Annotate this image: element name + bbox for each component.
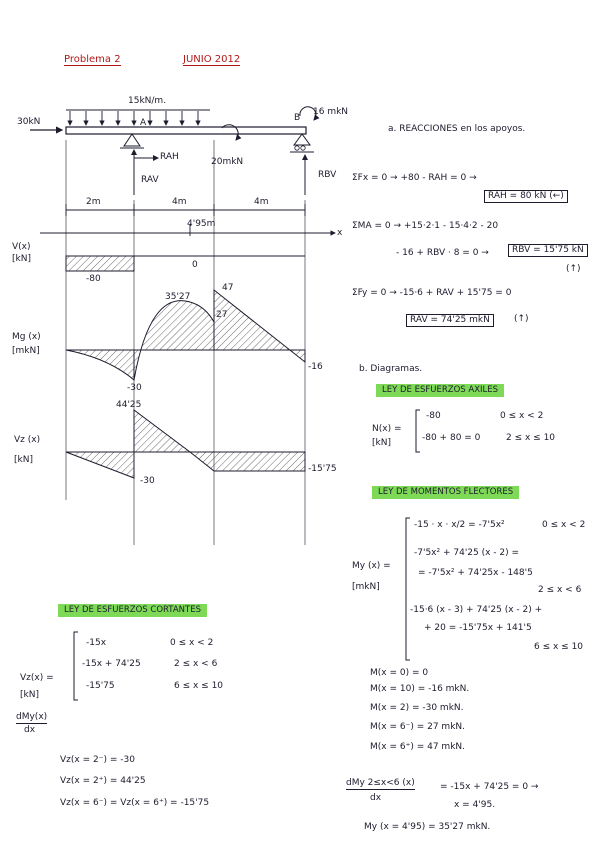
shear-ylabel: Vz (x): [14, 435, 41, 445]
moment-deriv-num: dMy 2≤x<6 (x): [346, 778, 415, 788]
load-left-label: 30kN: [17, 117, 41, 127]
section-a-title: a. REACCIONES en los apoyos.: [388, 124, 526, 134]
moment-law-r3-eq2: + 20 = -15'75x + 141'5: [424, 623, 532, 633]
label-rav: RAV: [141, 175, 159, 185]
shear-diagram: [66, 410, 305, 478]
shear-value-neg30: -30: [140, 476, 155, 486]
eq2-dir: (↑): [566, 264, 581, 274]
moment-law-r2-dom: 2 ≤ x < 6: [538, 585, 582, 595]
axial-law-r2-eq: -80 + 80 = 0: [422, 433, 481, 443]
eq3-result: RAV = 74'25 mkN: [406, 314, 494, 327]
moment-value-max: 35'27: [165, 292, 191, 302]
axial-ylabel: V(x): [12, 242, 31, 252]
eq3-dir: (↑): [514, 314, 529, 324]
eq2: ΣMA = 0 → +15·2·1 - 15·4·2 - 20: [352, 221, 499, 231]
moment-value-27: 27: [216, 310, 228, 320]
moment-law-r3-dom: 6 ≤ x ≤ 10: [534, 642, 584, 652]
moment-value-47: 47: [222, 283, 234, 293]
shear-law-r1-dom: 0 ≤ x < 2: [170, 638, 214, 648]
axial-law-r1-eq: -80: [426, 411, 441, 421]
problem-date: JUNIO 2012: [183, 54, 241, 65]
moment-deriv-den: dx: [370, 793, 382, 803]
moment-law-title: LEY DE MOMENTOS FLECTORES: [372, 486, 519, 499]
shear-eval-1: Vz(x = 2⁻) = -30: [60, 755, 135, 765]
moment-deriv-eq: = -15x + 74'25 = 0 →: [440, 782, 539, 792]
eq2b: - 16 + RBV · 8 = 0 →: [396, 248, 489, 258]
shear-law-unit: [kN]: [20, 690, 39, 700]
shear-law-lhs: Vz(x) =: [20, 673, 54, 683]
shear-law-deriv-den: dx: [24, 725, 36, 735]
moment-deriv-x: x = 4'95.: [454, 800, 496, 810]
axial-value-2: 0: [192, 260, 198, 270]
moment-val-2: M(x = 10) = -16 mkN.: [370, 684, 470, 694]
problem-title: Problema 2: [64, 54, 121, 65]
moment-right-label: 16 mkN: [313, 107, 349, 117]
axial-law-r1-dom: 0 ≤ x < 2: [500, 411, 544, 421]
shear-law-deriv-num: dMy(x): [16, 712, 48, 722]
eq2-result: RBV = 15'75 kN: [508, 244, 588, 257]
dim-2: 4m: [172, 197, 187, 207]
axis-x-label: x: [337, 228, 343, 238]
shear-eval-2: Vz(x = 2⁺) = 44'25: [60, 776, 146, 786]
moment-law-lhs: My (x) =: [352, 561, 391, 571]
shear-value-end: -15'75: [308, 464, 337, 474]
shear-value-max: 44'25: [116, 400, 142, 410]
axial-law-title: LEY DE ESFUERZOS AXILES: [376, 384, 504, 397]
shear-eval-3: Vz(x = 6⁻) = Vz(x = 6⁺) = -15'75: [60, 798, 210, 808]
axial-unit: [kN]: [12, 254, 31, 264]
shear-law-title: LEY DE ESFUERZOS CORTANTES: [58, 604, 207, 617]
moment-val-5: M(x = 6⁺) = 47 mkN.: [370, 742, 466, 752]
shear-law-r3-dom: 6 ≤ x ≤ 10: [174, 681, 224, 691]
eq1-result: RAH = 80 kN (←): [484, 190, 568, 203]
label-a: A: [140, 118, 147, 128]
moment-val-1: M(x = 0) = 0: [370, 668, 429, 678]
section-b-title: b. Diagramas.: [359, 364, 423, 374]
label-rah: RAH: [160, 152, 179, 162]
moment-val-3: M(x = 2) = -30 mkN.: [370, 703, 464, 713]
shear-law-r2-dom: 2 ≤ x < 6: [174, 659, 218, 669]
shear-unit: [kN]: [14, 455, 33, 465]
moment-value-neg30: -30: [127, 383, 142, 393]
label-b: B: [294, 113, 301, 123]
moment-law-r1-dom: 0 ≤ x < 2: [542, 520, 586, 530]
axial-law-lhs: N(x) =: [372, 424, 402, 434]
moment-value-neg16: -16: [308, 362, 323, 372]
moment-law-r1-eq: -15 · x · x/2 = -7'5x²: [414, 520, 505, 530]
dist-load-label: 15kN/m.: [128, 96, 167, 106]
label-rbv: RBV: [318, 170, 337, 180]
moment-max: My (x = 4'95) = 35'27 mkN.: [364, 822, 491, 832]
moment-law-unit: [mkN]: [352, 582, 380, 592]
axial-law-unit: [kN]: [372, 438, 391, 448]
moment-val-4: M(x = 6⁻) = 27 mkN.: [370, 722, 466, 732]
moment-mid-label: 20mkN: [211, 157, 244, 167]
shear-law-r2-eq: -15x + 74'25: [82, 659, 141, 669]
eq3: ΣFy = 0 → -15·6 + RAV + 15'75 = 0: [352, 288, 512, 298]
shear-law-r1-eq: -15x: [86, 638, 107, 648]
eq1: ΣFx = 0 → +80 - RAH = 0 →: [352, 173, 477, 183]
moment-law-r2-eq: -7'5x² + 74'25 (x - 2) =: [414, 548, 520, 558]
dim-1: 2m: [86, 197, 101, 207]
axial-law-r2-dom: 2 ≤ x ≤ 10: [506, 433, 556, 443]
dim-x: 4'95m: [187, 219, 216, 229]
moment-law-r2-eq2: = -7'5x² + 74'25x - 148'5: [418, 568, 533, 578]
shear-law-r3-eq: -15'75: [86, 681, 115, 691]
moment-diagram: [66, 290, 305, 380]
dim-3: 4m: [254, 197, 269, 207]
axial-diagram: [66, 256, 305, 271]
beam: [30, 107, 316, 195]
moment-law-r3-eq: -15·6 (x - 3) + 74'25 (x - 2) +: [410, 605, 543, 615]
axial-value-1: -80: [86, 274, 101, 284]
moment-unit: [mkN]: [12, 346, 40, 356]
moment-ylabel: Mg (x): [12, 332, 41, 342]
